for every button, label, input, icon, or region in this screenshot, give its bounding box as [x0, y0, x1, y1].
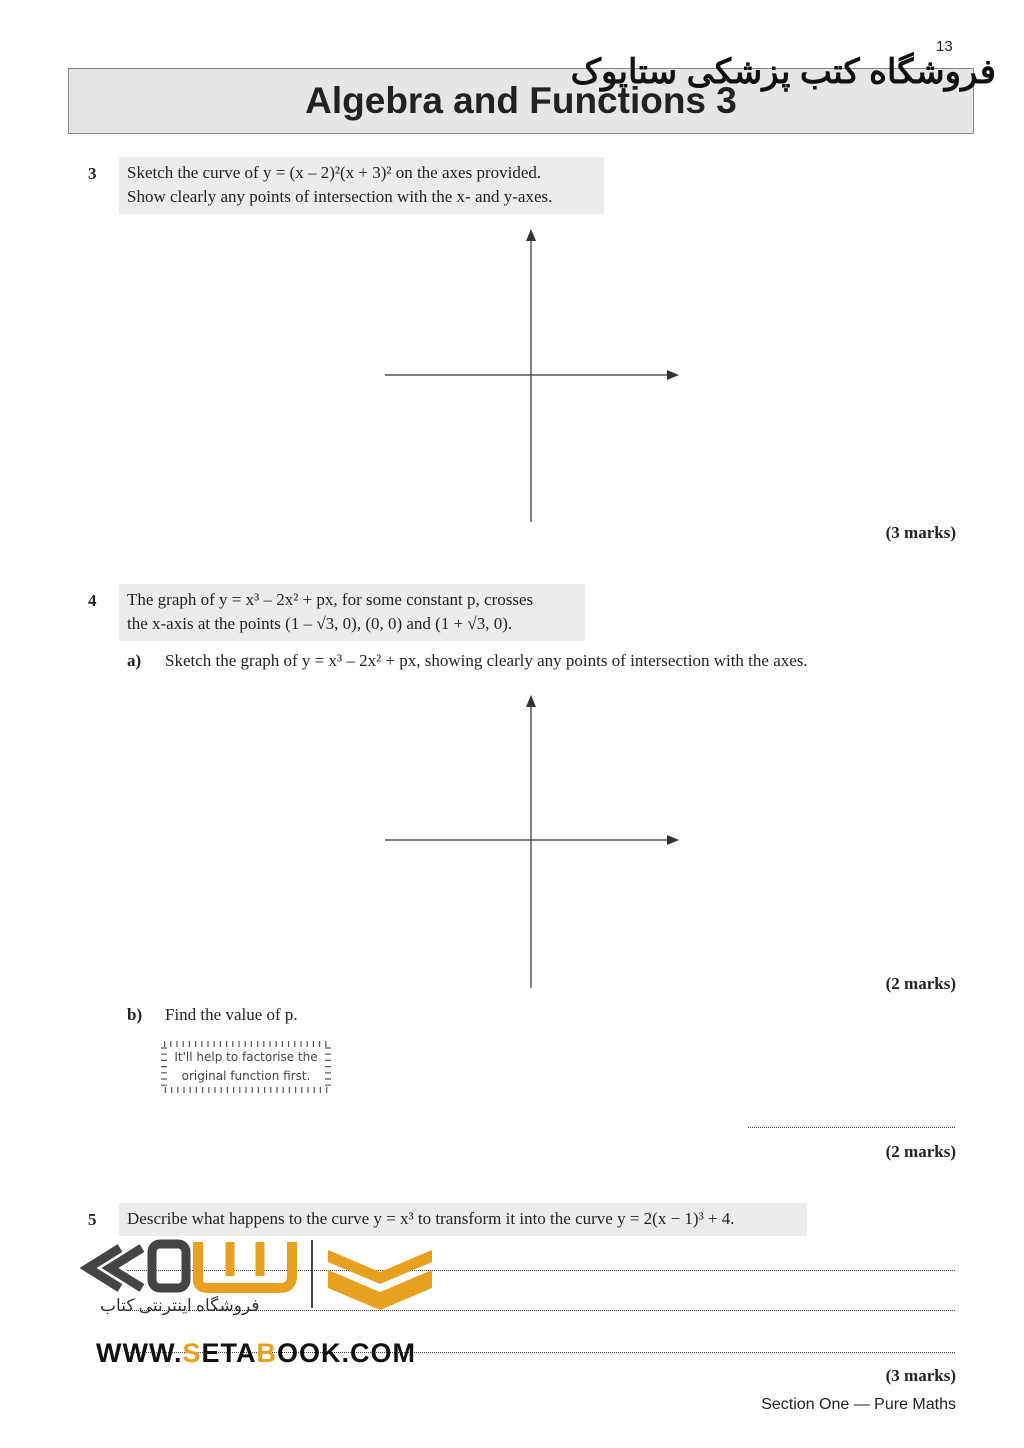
logo-subtitle: فروشگاه اینترنتی کتاب: [100, 1296, 260, 1315]
hint-box: [160, 1040, 332, 1094]
question-5-box: [119, 1203, 807, 1236]
q4-x-arrow: [667, 835, 679, 845]
logo-url-middle: ETA: [201, 1338, 257, 1368]
question-4a: [127, 651, 808, 671]
question-3-marks: (3 marks): [885, 523, 956, 542]
page-number: 13: [936, 38, 953, 55]
question-4b-label: b): [127, 1005, 143, 1024]
question-5-marks: (3 marks): [885, 1366, 956, 1385]
logo-url-suffix: OOK.COM: [276, 1338, 416, 1368]
question-4a-marks: (2 marks): [885, 974, 956, 993]
q4-axes: [380, 690, 684, 992]
question-3-number: 3: [88, 164, 97, 183]
question-5-text: Describe what happens to the curve y = x³ to transform it into the curve y = 2(x − 1)³ + 4.: [127, 1209, 735, 1228]
question-4b: [127, 1005, 298, 1025]
question-4-box: [119, 584, 585, 641]
question-4-line-1: The graph of y = x³ – 2x² + px, for some constant p, crosses: [127, 590, 534, 609]
question-4b-text: Find the value of p.: [165, 1005, 298, 1024]
question-3-line-1: Sketch the curve of y = (x – 2)²(x + 3)² on the axes provided.: [127, 163, 542, 182]
shop-watermark: فروشگاه کتب پزشکی ستاپوک: [570, 53, 996, 91]
logo-url-prefix: WWW.: [96, 1338, 183, 1368]
logo-url: [96, 1338, 416, 1369]
footer-section: Section One — Pure Maths: [761, 1396, 956, 1413]
hint-line-1: It'll help to factorise the: [174, 1050, 318, 1064]
q3-x-arrow: [667, 370, 679, 380]
question-4a-label: a): [127, 651, 142, 670]
q3-y-arrow: [526, 229, 536, 241]
question-5-number: 5: [88, 1210, 97, 1229]
question-4-number: 4: [88, 591, 97, 610]
question-4-line-2: the x-axis at the points (1 – √3, 0), (0, 0) and (1 + √3, 0).: [127, 614, 513, 633]
q3-axes: [380, 224, 684, 526]
question-4b-marks: (2 marks): [885, 1142, 956, 1161]
question-3-line-2: Show clearly any points of intersection with the x- and y-axes.: [127, 187, 553, 206]
q4-y-arrow: [526, 695, 536, 707]
question-3-box: [119, 157, 604, 214]
page-title: Algebra and Functions 3: [305, 80, 737, 121]
logo-url-b: B: [256, 1338, 277, 1368]
logo-url-s: S: [182, 1338, 202, 1368]
hint-line-2: original function first.: [181, 1069, 311, 1083]
question-4a-text: Sketch the graph of y = x³ – 2x² + px, showing clearly any points of intersection with the axes.: [165, 651, 808, 670]
answer-line-4b[interactable]: [748, 1127, 955, 1128]
